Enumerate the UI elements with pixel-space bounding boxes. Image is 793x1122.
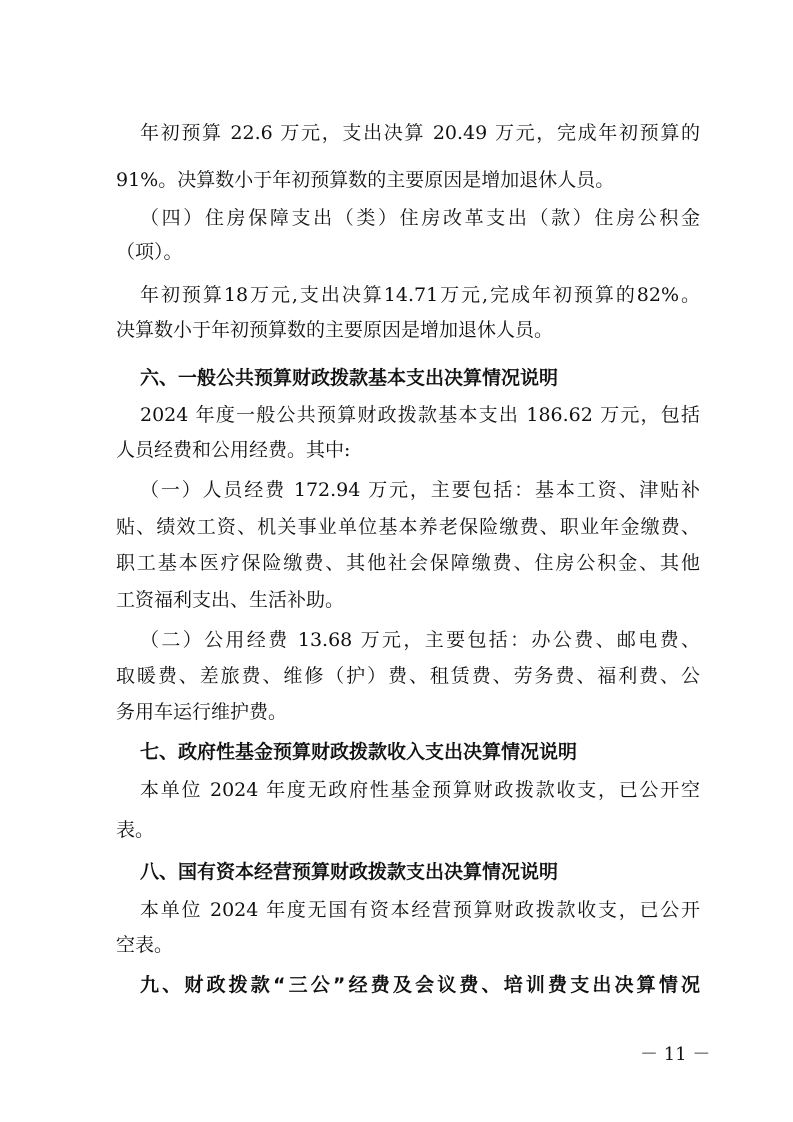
section-heading: 六、一般公共预算财政拨款基本支出决算情况说明	[140, 367, 559, 389]
paragraph-line: （二）公用经费 13.68 万元，主要包括：办公费、邮电费、	[140, 629, 700, 651]
paragraph-line: 2024 年度一般公共预算财政拨款基本支出 186.62 万元，包括	[140, 404, 700, 426]
paragraph-line: 人员经费和公用经费。其中:	[116, 439, 351, 461]
paragraph-line: 本单位 2024 年度无政府性基金预算财政拨款收支，已公开空	[140, 779, 700, 801]
paragraph-line: 取暖费、差旅费、维修（护）费、租赁费、劳务费、福利费、公	[116, 665, 700, 687]
paragraph-line: 空表。	[116, 934, 174, 956]
paragraph-line: 年初预算18万元,支出决算14.71万元,完成年初预算的82%。	[140, 284, 700, 306]
paragraph-line: 职工基本医疗保险缴费、其他社会保障缴费、住房公积金、其他	[116, 552, 700, 574]
paragraph-line: （四）住房保障支出（类）住房改革支出（款）住房公积金	[140, 207, 700, 229]
section-heading: 七、政府性基金预算财政拨款收入支出决算情况说明	[140, 741, 578, 763]
paragraph-line: 务用车运行维护费。	[116, 701, 288, 723]
paragraph-line: 贴、绩效工资、机关事业单位基本养老保险缴费、职业年金缴费、	[116, 516, 700, 538]
paragraph-line: 表。	[116, 819, 155, 841]
paragraph-line: （一）人员经费 172.94 万元，主要包括：基本工资、津贴补	[140, 479, 700, 501]
paragraph-line: 工资福利支出、生活补助。	[116, 589, 345, 611]
section-heading: 八、国有资本经营预算财政拨款支出决算情况说明	[140, 861, 559, 883]
paragraph-line: 本单位 2024 年度无国有资本经营预算财政拨款收支，已公开	[140, 899, 700, 921]
page-number: － 11 －	[640, 1044, 711, 1065]
paragraph-line: 年初预算 22.6 万元，支出决算 20.49 万元，完成年初预算的	[140, 122, 700, 144]
paragraph-line: （项）。	[116, 241, 183, 263]
section-heading: 九、财政拨款“三公”经费及会议费、培训费支出决算情况	[140, 974, 700, 996]
paragraph-line: 91%。决算数小于年初预算数的主要原因是增加退休人员。	[116, 169, 615, 191]
paragraph-line: 决算数小于年初预算数的主要原因是增加退休人员。	[116, 319, 554, 341]
